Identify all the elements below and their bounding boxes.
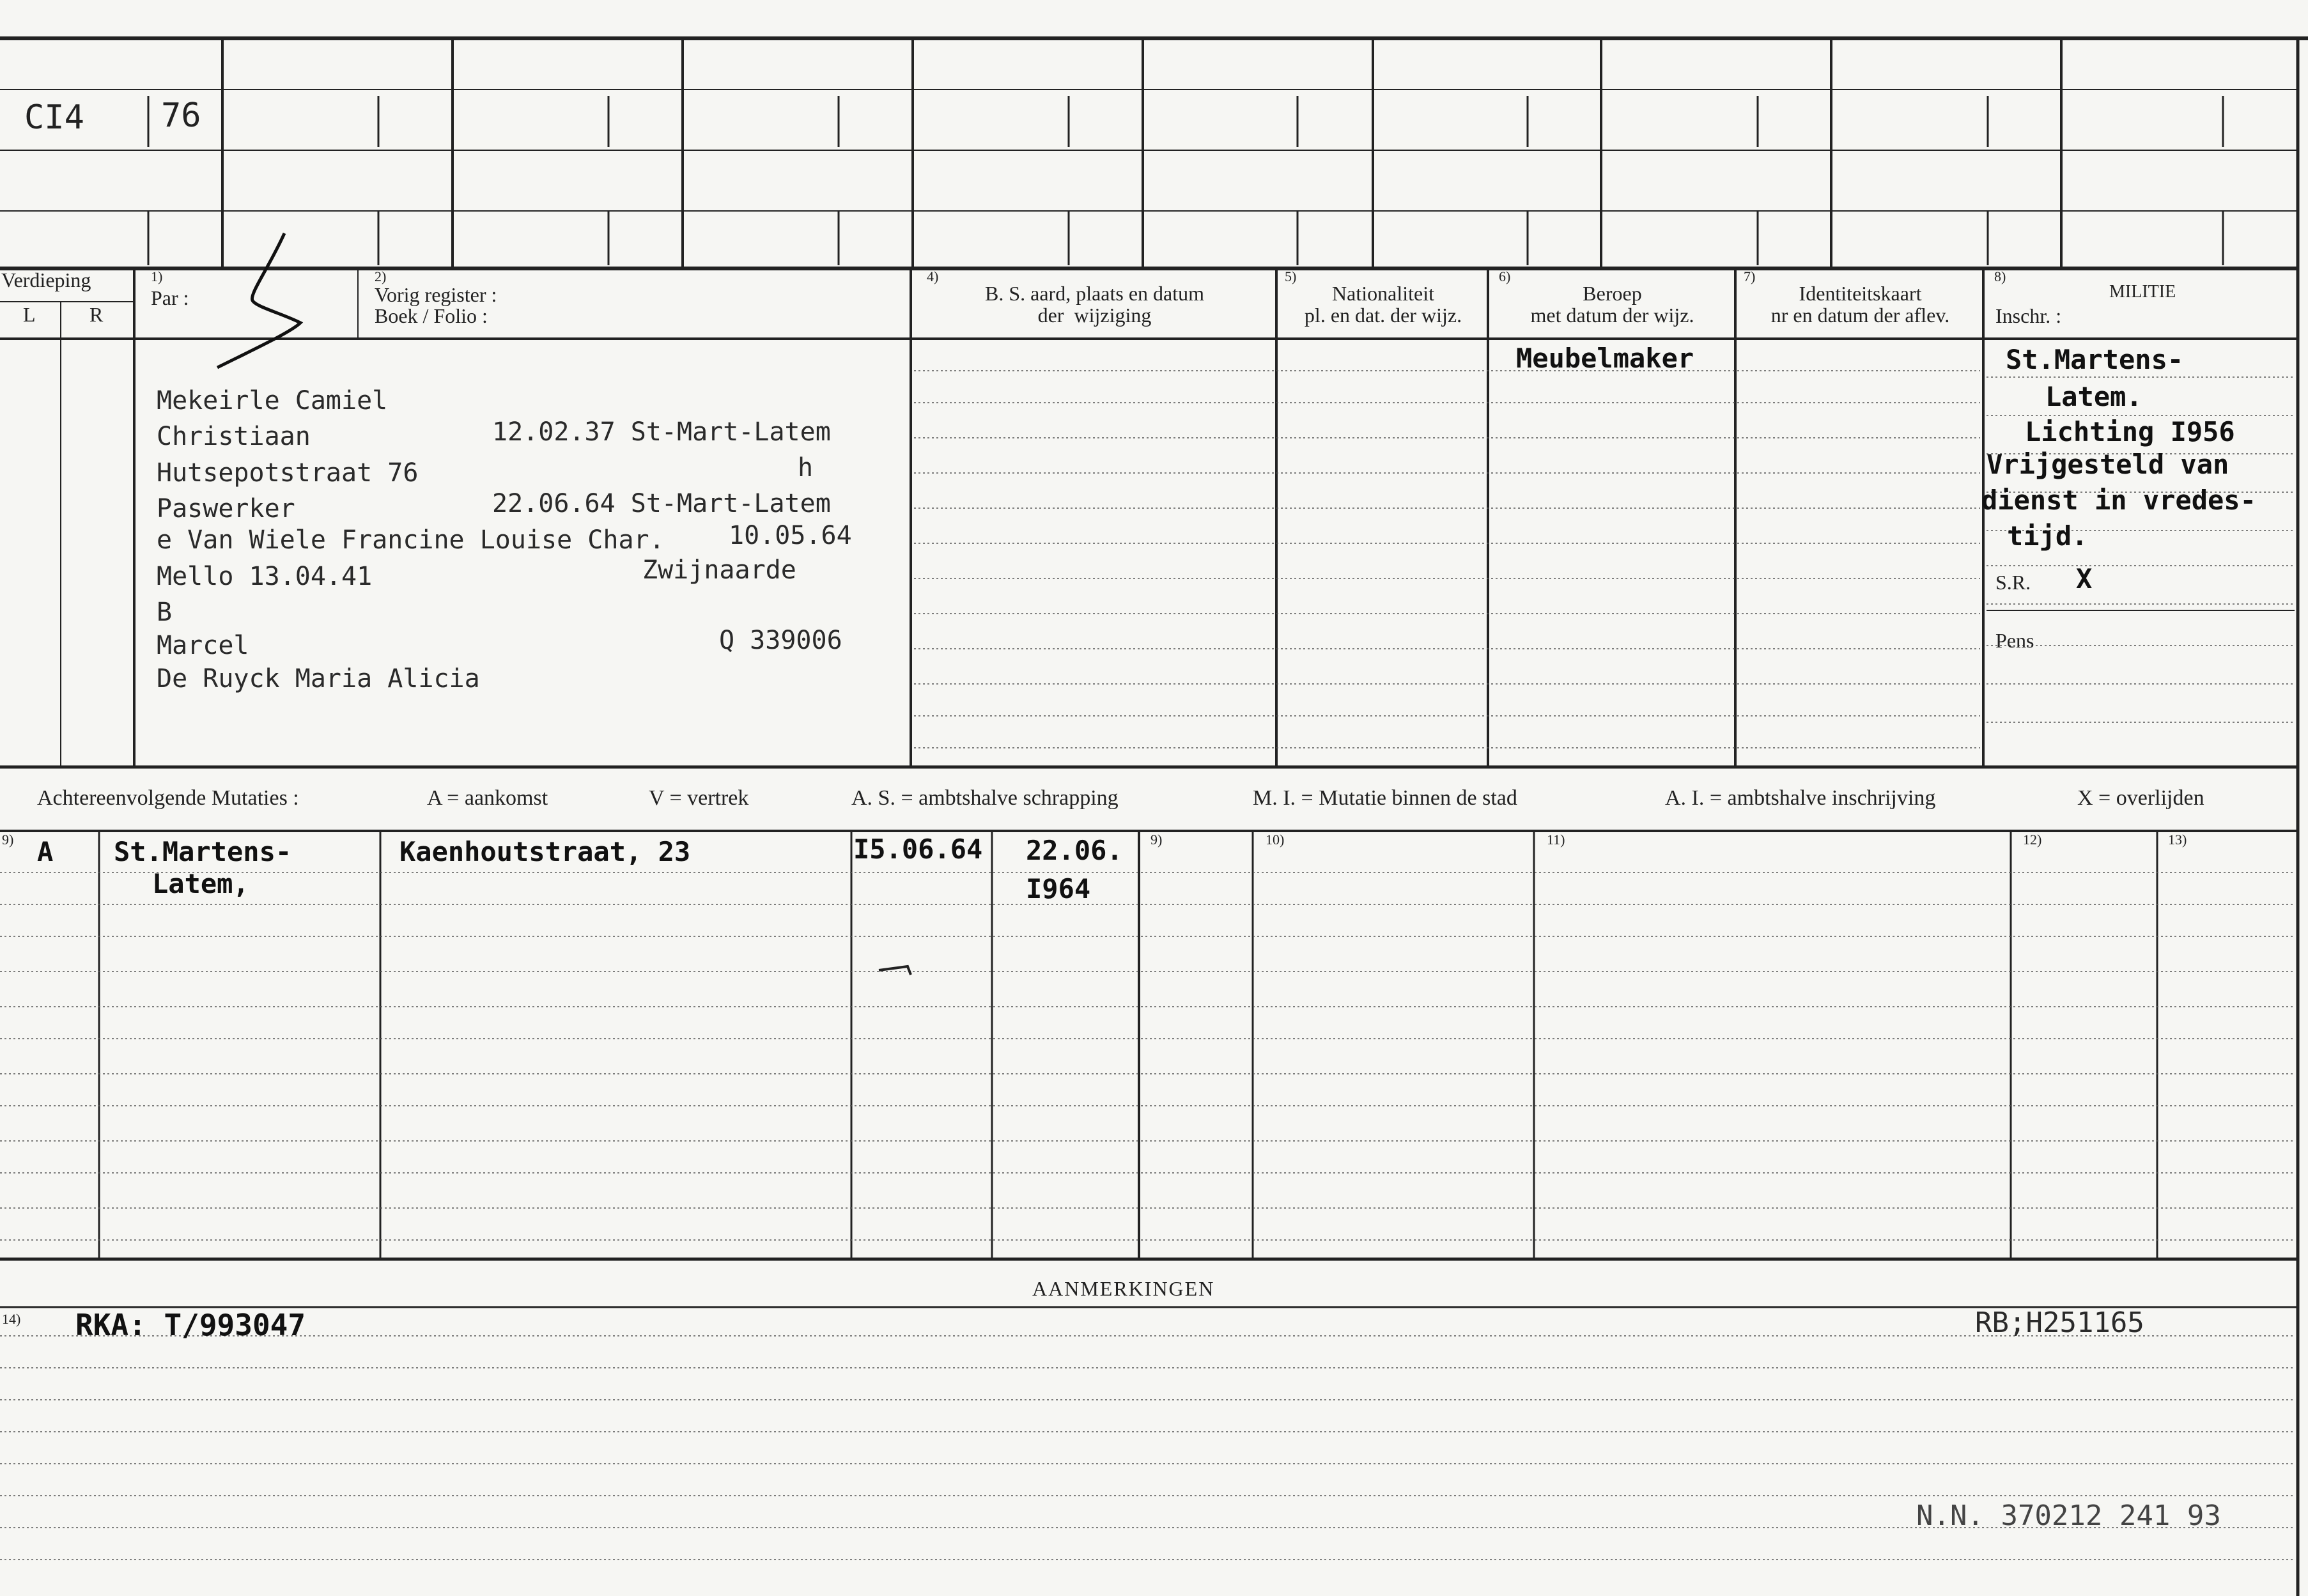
militie-line-2: Latem. [2045, 381, 2142, 412]
mut-col11-number: 11) [1547, 832, 1565, 848]
occupation-date: 22.06.64 St-Mart-Latem [492, 489, 831, 518]
col7-title: Identiteitskaart [1799, 282, 1922, 305]
militie-line-1: St.Martens- [2006, 344, 2184, 375]
col5-number: 5) [1285, 268, 1297, 284]
mutation-place-1: St.Martens- [114, 836, 292, 867]
militie-line-5: dienst in vredes- [1981, 484, 2256, 516]
remarks-title: AANMERKINGEN [1032, 1277, 1215, 1300]
code-q: Q 339006 [719, 626, 842, 655]
verdieping-r: R [89, 303, 104, 326]
mutation-date-2b: I964 [1026, 873, 1091, 904]
register-number: 76 [161, 97, 201, 135]
col8-number: 8) [1994, 268, 2006, 284]
col4-number: 4) [927, 268, 939, 284]
person-name-1: Mekeirle Camiel [157, 386, 388, 415]
col5-title: Nationaliteit [1332, 282, 1434, 305]
b-mark: B [157, 598, 173, 627]
sr-value: X [2076, 563, 2093, 594]
legend-x: X = overlijden [2077, 786, 2204, 810]
militie-title: MILITIE [2109, 282, 2176, 302]
mut-col9-number: 9) [2, 832, 14, 848]
rb-number: RB;H251165 [1975, 1306, 2144, 1339]
spouse-marriage-date: 10.05.64 [729, 521, 852, 550]
legend-title: Achtereenvolgende Mutaties : [37, 786, 299, 810]
national-number: N.N. 370212 241 93 [1916, 1499, 2221, 1532]
h-mark: h [798, 453, 814, 483]
militie-line-6: tijd. [2007, 520, 2088, 552]
mut-col12-number: 12) [2023, 832, 2042, 848]
col1-number: 1) [151, 268, 163, 284]
legend-v: V = vertrek [649, 786, 749, 810]
spouse-place: Zwijnaarde [642, 555, 796, 585]
father-name: Marcel [157, 631, 249, 660]
mutation-address: Kaenhoutstraat, 23 [399, 836, 691, 867]
mutation-place-2: Latem, [152, 868, 249, 899]
legend-a: A = aankomst [427, 786, 548, 810]
militie-line-4: Vrijgesteld van [1987, 449, 2229, 480]
col7-number: 7) [1744, 268, 1756, 284]
remarks-number: 14) [2, 1311, 21, 1327]
par-label: Par : [151, 286, 189, 309]
mutation-date-2a: 22.06. [1026, 835, 1123, 866]
sr-label: S.R. [1995, 571, 2031, 594]
col5-subtitle: pl. en dat. der wijz. [1304, 304, 1462, 327]
occupation-old: Paswerker [157, 494, 295, 523]
col2-number: 2) [375, 268, 387, 284]
col6-title: Beroep [1583, 282, 1642, 305]
vorig-register-label: Vorig register : [375, 283, 497, 306]
militie-line-3: Lichting I956 [2025, 416, 2235, 447]
mut-col10-number: 10) [1266, 832, 1285, 848]
col4-title: B. S. aard, plaats en datum [984, 282, 1205, 305]
legend-as: A. S. = ambtshalve schrapping [851, 786, 1119, 810]
col4-subtitle: der wijziging [1037, 304, 1152, 327]
person-name-2: Christiaan [157, 422, 311, 451]
legend-mi: M. I. = Mutatie binnen de stad [1253, 786, 1517, 810]
birth-date-place: 12.02.37 St-Mart-Latem [492, 417, 831, 447]
col6-subtitle: met datum der wijz. [1530, 304, 1694, 327]
mutation-type: A [37, 836, 54, 867]
mother-name: De Ruyck Maria Alicia [157, 664, 480, 693]
mut-col9b-number: 9) [1150, 832, 1163, 848]
spouse-birth: Mello 13.04.41 [157, 562, 373, 591]
boek-folio-label: Boek / Folio : [375, 304, 488, 327]
register-code: CI4 [24, 98, 84, 137]
rka-number: RKA: T/993047 [75, 1308, 306, 1342]
col7-subtitle: nr en datum der aflev. [1770, 304, 1950, 327]
legend-ai: A. I. = ambtshalve inschrijving [1665, 786, 1936, 810]
spouse-name: e Van Wiele Francine Louise Char. [157, 525, 665, 555]
verdieping-l: L [23, 303, 36, 326]
verdieping-header: Verdieping [1, 268, 91, 291]
street-address: Hutsepotstraat 76 [157, 458, 419, 488]
par-signature-mark [217, 233, 300, 368]
pens-label: Pens [1995, 629, 2034, 652]
beroep-value: Meubelmaker [1516, 343, 1694, 374]
col6-number: 6) [1499, 268, 1511, 284]
mut-col13-number: 13) [2168, 832, 2187, 848]
inschr-label: Inschr. : [1995, 304, 2062, 327]
mutation-date-1: I5.06.64 [853, 833, 983, 865]
